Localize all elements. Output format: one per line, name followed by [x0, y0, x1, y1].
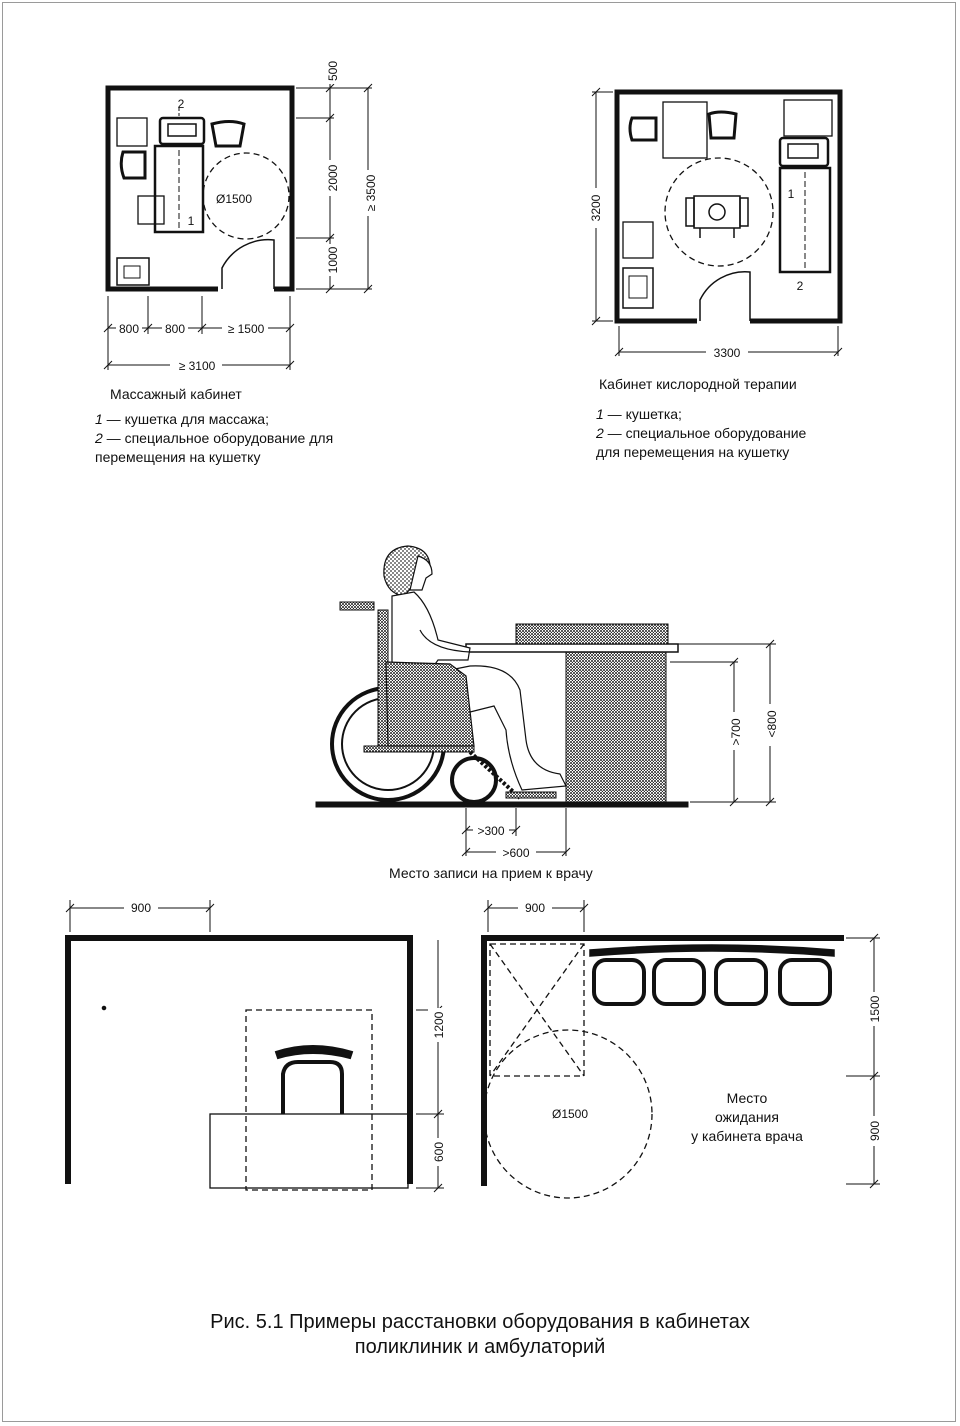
waiting-dim-h2: 900 [868, 1120, 882, 1142]
massage-room-legend [95, 410, 333, 467]
wheelchair-seat [364, 746, 474, 752]
massage-side-table [138, 196, 164, 224]
waiting-chair-3 [716, 960, 766, 1004]
waiting-label-line-3: у кабинета врача [691, 1128, 803, 1144]
waiting-chair-4 [780, 960, 830, 1004]
waiting-dim-h1: 1500 [868, 995, 882, 1023]
massage-chair-2 [212, 122, 244, 147]
oxygen-dim-width: 3300 [713, 346, 741, 360]
massage-legend-item-2: 2 — специальное оборудование для [95, 430, 334, 446]
desk-dim-depth: >600 [502, 846, 530, 860]
workplace-clear-zone [246, 1010, 372, 1190]
registration-desk-title: Место записи на прием к врачу [389, 865, 593, 881]
workplace-dim-h2: 600 [432, 1141, 446, 1163]
oxygen-label-1: 1 [787, 187, 795, 201]
massage-label-2: 2 [177, 97, 185, 111]
workplace-chair-back [276, 1046, 352, 1058]
massage-dim-w3: ≥ 1500 [227, 322, 265, 336]
registration-desk-drawing [316, 546, 776, 856]
desk-dim-knee: >300 [477, 824, 505, 838]
wheelchair-small-wheel [452, 758, 496, 802]
workplace-walls [68, 938, 410, 1184]
massage-room-title: Массажный кабинет [110, 386, 242, 402]
workplace-desk [210, 1114, 408, 1188]
workplace-plan [66, 900, 444, 1192]
oxygen-room-legend [596, 405, 806, 462]
oxygen-room-title: Кабинет кислородной терапии [599, 376, 797, 392]
wheelchair-armrest-panel [386, 662, 474, 746]
massage-dim-top: 500 [326, 60, 340, 82]
massage-dim-total: ≥ 3500 [364, 174, 378, 212]
massage-chair-1 [121, 152, 145, 178]
oxygen-legend-item-2: 2 — специальное оборудование [596, 425, 807, 441]
workplace-chair-seat [283, 1062, 342, 1114]
oxygen-cabinet-left [623, 222, 653, 258]
massage-sink [117, 258, 149, 285]
waiting-area-plan [484, 900, 880, 1198]
waiting-area-label [691, 1090, 803, 1144]
desk-dim-h2: <800 [765, 710, 779, 738]
waiting-label-line-2: ожидания [715, 1109, 779, 1125]
massage-dim-w1: 800 [118, 322, 140, 336]
desk-pedestal [566, 644, 666, 802]
floor-line [316, 802, 688, 807]
waiting-chair-2 [654, 960, 704, 1004]
wheelchair-footrest [506, 792, 556, 798]
massage-dim-bottom: 1000 [326, 246, 340, 274]
oxygen-room-door [700, 272, 750, 321]
massage-dim-w2: 800 [164, 322, 186, 336]
oxygen-legend-item-3: для перемещения на кушетку [596, 444, 790, 460]
massage-legend-item-1: 1 — кушетка для массажа; [95, 411, 269, 427]
massage-room-door [222, 240, 274, 289]
oxygen-desk [663, 102, 707, 158]
massage-dim-mid: 2000 [326, 164, 340, 192]
waiting-chair-1 [594, 960, 644, 1004]
figure-caption-line-1: Рис. 5.1 Примеры расстановки оборудования в кабинетах [210, 1311, 750, 1333]
oxygen-chair-2 [709, 112, 736, 138]
waiting-label-line-1: Место [726, 1090, 768, 1106]
massage-legend-item-3: перемещения на кушетку [95, 449, 261, 465]
figure-caption [0, 1310, 960, 1360]
waiting-area-walls [484, 938, 844, 1186]
raised-counter [516, 624, 668, 644]
waiting-circle-label: Ø1500 [551, 1107, 589, 1121]
oxygen-lift-equipment [780, 138, 828, 166]
massage-cabinet [117, 118, 147, 146]
workplace-dim-h1: 1200 [432, 1011, 446, 1039]
massage-lift-equipment [160, 118, 204, 144]
massage-label-1: 1 [187, 214, 195, 228]
massage-dim-width-total: ≥ 3100 [178, 359, 216, 373]
waiting-bench-back [590, 945, 834, 956]
oxygen-cabinet-top [784, 100, 832, 136]
oxygen-sink [623, 268, 653, 308]
massage-circle-label: Ø1500 [215, 192, 253, 206]
workplace-dim-width: 900 [130, 901, 152, 915]
desk-top [466, 644, 678, 652]
wheelchair-top-view [686, 196, 748, 238]
oxygen-dim-height: 3200 [589, 194, 603, 222]
oxygen-room-plan [592, 88, 842, 356]
waiting-dim-width: 900 [524, 901, 546, 915]
oxygen-room-walls [617, 92, 840, 321]
oxygen-turning-circle [665, 158, 773, 266]
oxygen-legend-item-1: 1 — кушетка; [596, 406, 682, 422]
wheelchair-push-handle [340, 602, 374, 610]
oxygen-chair-1 [630, 118, 656, 140]
figure-caption-line-2: поликлиник и амбулаторий [354, 1336, 606, 1358]
oxygen-label-2: 2 [796, 279, 804, 293]
desk-dim-h1: >700 [729, 718, 743, 746]
